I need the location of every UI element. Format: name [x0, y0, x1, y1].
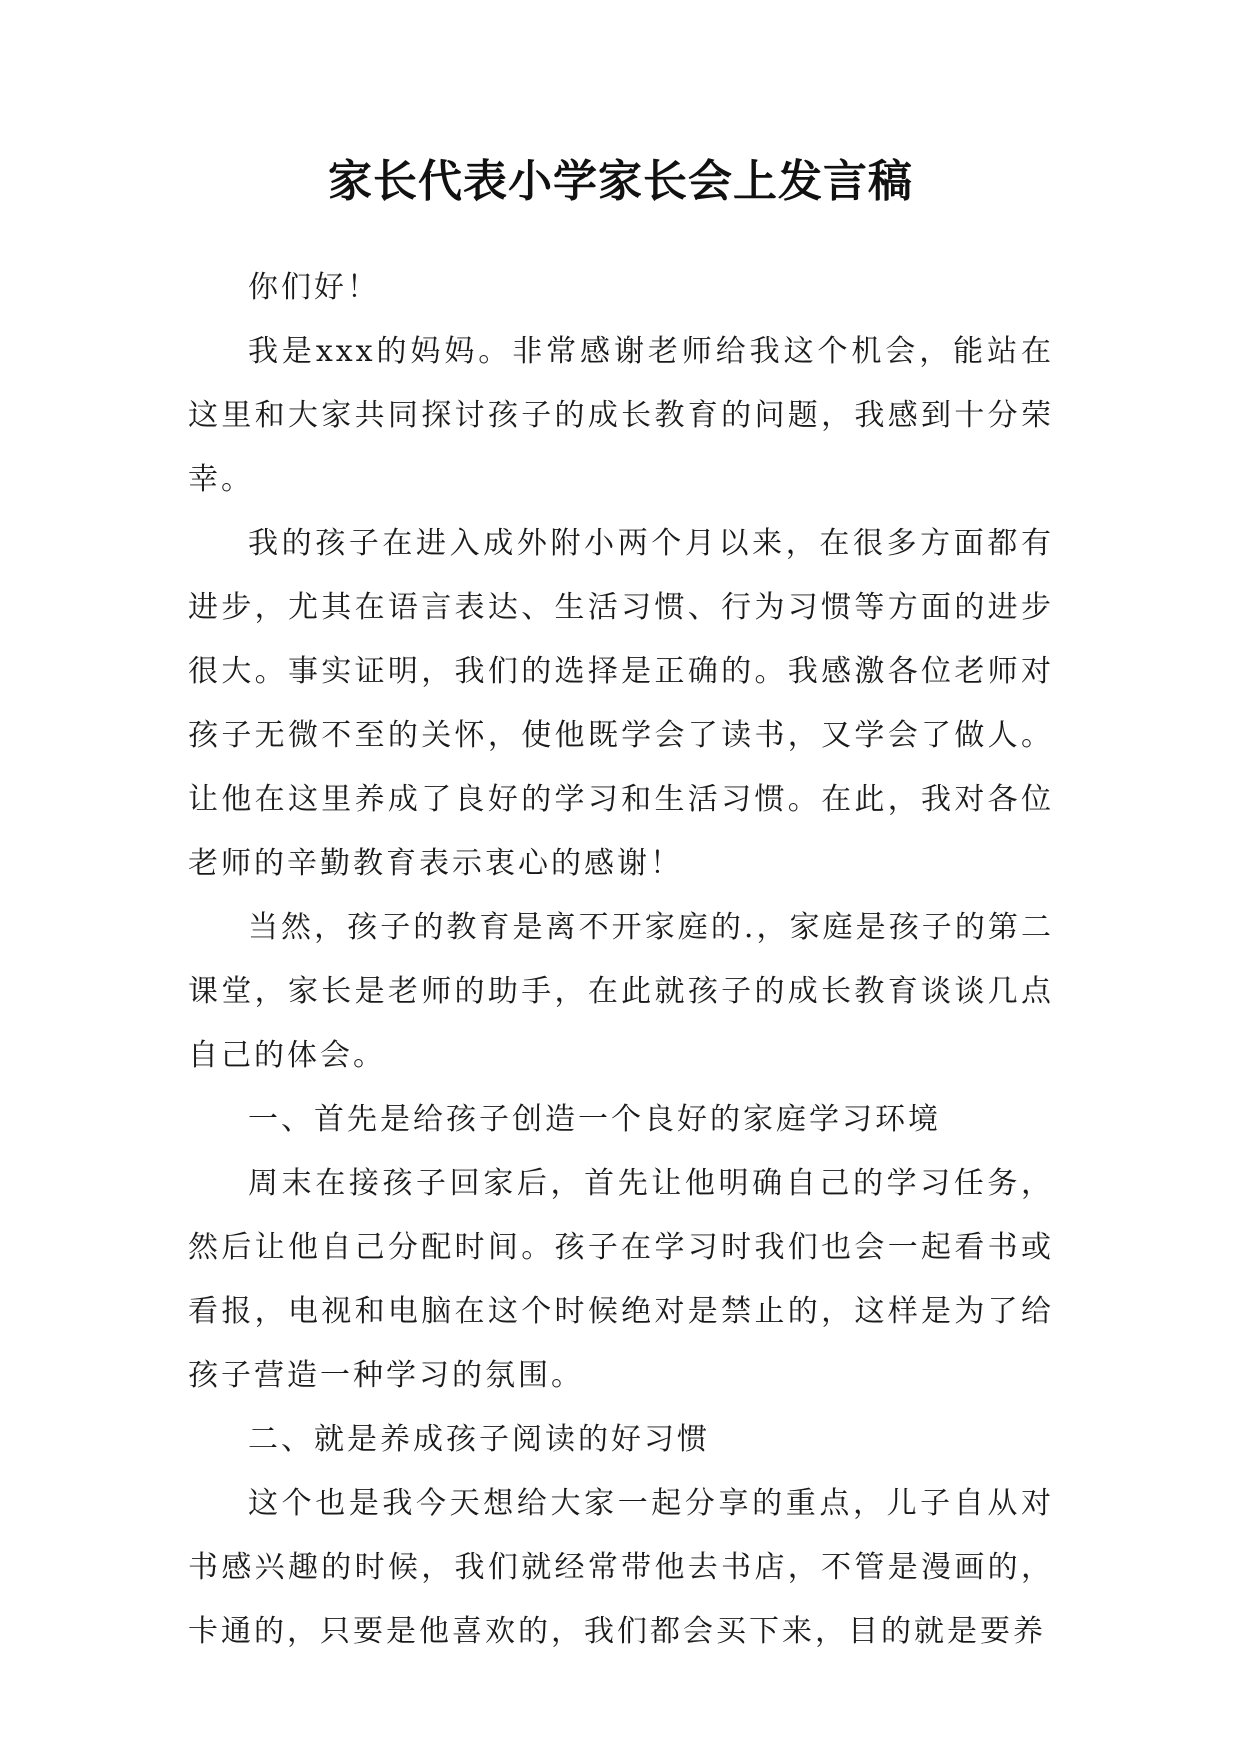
- paragraph-family-education: 当然，孩子的教育是离不开家庭的.，家庭是孩子的第二课堂，家长是老师的助手，在此就孩子的成长教育谈谈几点自己的体会。: [188, 910, 1054, 1073]
- paragraph-introduction: 我是xxx的妈妈。非常感谢老师给我这个机会，能站在这里和大家共同探讨孩子的成长教育的问题，我感到十分荣幸。: [188, 334, 1054, 497]
- paragraph-study-environment: 周末在接孩子回家后，首先让他明确自己的学习任务，然后让他自己分配时间。孩子在学习时我们也会一起看书或看报，电视和电脑在这个时候绝对是禁止的，这样是为了给孩子营造一种学习的氛围。: [188, 1166, 1054, 1393]
- section-heading-1: 一、首先是给孩子创造一个良好的家庭学习环境: [248, 1102, 941, 1137]
- document-title: 家长代表小学家长会上发言稿: [328, 156, 913, 207]
- paragraph-greeting: 你们好！: [248, 270, 380, 305]
- paragraph-progress: 我的孩子在进入成外附小两个月以来，在很多方面都有进步，尤其在语言表达、生活习惯、行为习惯等方面的进步很大。事实证明，我们的选择是正确的。我感激各位老师对孩子无微不至的关怀，使他既学会了读书，又学会了做人。让他在这里养成了良好的学习和生活习惯。在此，我对各位老师的辛勤教育表示衷心的感谢！: [188, 526, 1054, 881]
- paragraph-reading-habit: 这个也是我今天想给大家一起分享的重点，儿子自从对书感兴趣的时候，我们就经常带他去书店，不管是漫画的，卡通的，只要是他喜欢的，我们都会买下来，目的就是要养: [188, 1486, 1054, 1649]
- section-heading-2: 二、就是养成孩子阅读的好习惯: [248, 1422, 710, 1457]
- document-body: [188, 256, 1054, 1664]
